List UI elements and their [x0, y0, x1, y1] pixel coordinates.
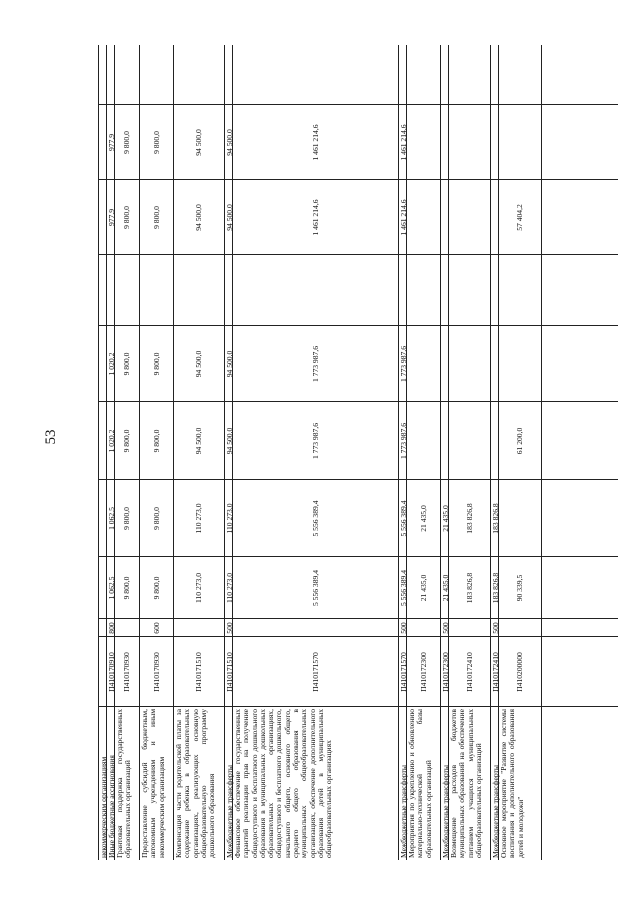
amount-cell: 110 273,0 — [225, 503, 234, 534]
row-name-cell: некоммерческим организациям — [99, 756, 108, 858]
table-row — [406, 45, 441, 860]
row-name-cell: Компенсация части родительской платы за содержание ребенка в образовательных организациях, реализующих основную общеобразовательную программу дошкольного образования — [174, 709, 217, 858]
page-number: 53 — [43, 429, 59, 445]
amount-cell — [407, 255, 441, 326]
amount-cell — [499, 326, 541, 402]
amount-cell — [407, 105, 441, 180]
amount-cell — [449, 180, 491, 255]
target-article-cell: П410171570 — [399, 652, 408, 692]
target-article-cell: П410171510 — [194, 652, 204, 692]
target-article-cell: П410171510 — [225, 652, 234, 692]
target-article-cell: П410170930 — [151, 652, 161, 692]
row-name-cell: Межбюджетные трансферты — [399, 765, 408, 858]
amount-cell: 183 826,8 — [491, 503, 500, 534]
amount-cell: 94 500,0 — [225, 204, 234, 231]
amount-cell — [449, 326, 491, 402]
amount-cell: 1 461 214,6 — [310, 199, 320, 236]
amount-cell: 1 773 987,6 — [310, 345, 320, 383]
amount-cell: 1 773 987,6 — [399, 345, 408, 383]
expense-type-cell: 600 — [151, 622, 161, 634]
expense-type-cell: 500 — [399, 622, 408, 634]
row-name-cell: Межбюджетные трансферты — [491, 765, 500, 858]
amount-cell: 94 500,0 — [194, 350, 204, 378]
expense-type-cell: 500 — [225, 622, 234, 634]
expense-type-cell: 800 — [107, 622, 116, 634]
amount-cell: 977,9 — [107, 133, 116, 152]
amount-cell: 94 500,0 — [225, 350, 234, 378]
row-name-cell: Межбюджетные трансферты — [225, 765, 234, 858]
amount-cell: 977,9 — [107, 208, 116, 227]
amount-cell: 9 800,0 — [122, 206, 132, 229]
target-article-cell: П410171570 — [310, 652, 320, 692]
target-article-cell: П410172410 — [491, 652, 500, 692]
amount-cell: 94 500,0 — [225, 129, 234, 156]
amount-cell: 9 800,0 — [122, 352, 132, 376]
amount-cell: 61 200,0 — [514, 427, 524, 455]
target-article-cell: П410172300 — [441, 652, 450, 692]
table-row — [114, 45, 140, 860]
expense-type-cell: 500 — [441, 622, 450, 634]
target-article-cell: П410172300 — [418, 652, 428, 692]
expense-type-cell — [407, 619, 441, 637]
amount-cell: 9 800,0 — [151, 576, 161, 600]
amount-cell: 9 800,0 — [122, 131, 132, 154]
amount-cell: 9 800,0 — [122, 429, 132, 453]
amount-cell: 57 404,2 — [514, 204, 524, 231]
amount-cell: 183 826,8 — [491, 572, 500, 604]
amount-cell: 1 062,5 — [107, 507, 116, 530]
amount-cell — [499, 255, 541, 326]
table-row — [448, 45, 491, 860]
amount-cell: 21 435,0 — [418, 574, 428, 602]
amount-cell: 9 800,0 — [151, 429, 161, 453]
amount-cell: 9 800,0 — [151, 131, 161, 154]
amount-cell: 5 556 389,4 — [310, 569, 320, 607]
row-name-cell: Иные бюджетные ассигнования — [107, 755, 116, 858]
row-name-cell: Предоставление субсидий бюджетным, автономным учреждениям и иным некоммерческим организациям — [140, 709, 166, 858]
expense-type-cell — [449, 619, 491, 637]
amount-cell: 110 273,0 — [194, 503, 204, 534]
expense-type-cell — [174, 619, 225, 637]
amount-cell — [140, 255, 174, 326]
expense-type-cell — [233, 619, 399, 637]
target-article-cell: П410170930 — [122, 652, 132, 692]
amount-cell — [449, 255, 491, 326]
amount-cell: 1 773 987,6 — [399, 422, 408, 460]
expense-type-cell — [499, 619, 541, 637]
amount-cell: 183 826,8 — [464, 572, 474, 604]
amount-cell: 94 500,0 — [194, 129, 204, 156]
amount-cell — [449, 402, 491, 480]
amount-cell — [115, 255, 140, 326]
table-row — [139, 45, 174, 860]
amount-cell: 94 500,0 — [194, 427, 204, 455]
amount-cell: 9 800,0 — [151, 206, 161, 229]
amount-cell: 1 461 214,6 — [399, 199, 408, 236]
amount-cell: 9 800,0 — [151, 507, 161, 530]
amount-cell: 90 339,5 — [514, 574, 524, 602]
amount-cell: 1 461 214,6 — [399, 124, 408, 161]
expense-type-cell: 500 — [491, 622, 500, 634]
budget-table — [98, 45, 618, 860]
amount-cell — [407, 180, 441, 255]
row-name-cell: Финансовое обеспечение государственных гарантий реализации прав на получение общедоступного и бесплатного дошкольного образования в муниципальных дошкольных образовательных организациях, общедоступного и бесплатного дошкольного, начального общего, основного общего, среднего общего образования в муниципальных общеобразовательных организациях, обеспечение дополнительного образования детей в муниципальных общеобразовательных организациях — [233, 709, 334, 858]
amount-cell: 1 020,2 — [107, 352, 116, 376]
amount-cell: 183 826,8 — [464, 503, 474, 534]
row-name-cell: Межбюджетные трансферты — [441, 765, 450, 858]
amount-cell — [499, 480, 541, 557]
amount-cell: 1 461 214,6 — [310, 124, 320, 161]
table-row — [173, 45, 225, 860]
amount-cell: 9 800,0 — [122, 507, 132, 530]
amount-cell: 1 773 987,6 — [310, 422, 320, 460]
target-article-cell: П410172410 — [464, 652, 474, 692]
row-name-cell: Грантовая поддержка государственных образовательных организаций — [115, 709, 133, 858]
amount-cell: 21 435,0 — [441, 574, 450, 602]
amount-cell — [407, 402, 441, 480]
amount-cell: 9 800,0 — [122, 576, 132, 600]
amount-cell — [233, 255, 399, 326]
table-row — [232, 45, 399, 860]
amount-cell: 5 556 389,4 — [310, 500, 320, 537]
amount-cell: 5 556 389,4 — [399, 500, 408, 537]
target-article-cell: П410200000 — [514, 652, 524, 692]
amount-cell: 9 800,0 — [151, 352, 161, 376]
amount-cell: 94 500,0 — [225, 427, 234, 455]
amount-cell: 5 556 389,4 — [399, 569, 408, 607]
amount-cell — [499, 105, 541, 180]
amount-cell — [174, 255, 225, 326]
amount-cell: 21 435,0 — [418, 505, 428, 532]
amount-cell: 1 062,5 — [107, 576, 116, 600]
row-name-cell: Мероприятия по укреплению и обновлению материально-технической базы образовательных организаций — [407, 709, 433, 858]
amount-cell: 110 273,0 — [225, 572, 234, 604]
amount-cell — [407, 326, 441, 402]
expense-type-cell — [115, 619, 140, 637]
row-name-cell: Возмещение расходов бюджетов муниципальных образований на обеспечение питанием учащихся муниципальных общеобразовательных организаций — [449, 709, 483, 858]
amount-cell — [449, 105, 491, 180]
amount-cell: 110 273,0 — [194, 572, 204, 604]
amount-cell: 94 500,0 — [194, 204, 204, 231]
table-row — [498, 45, 542, 860]
row-name-cell: Основное мероприятие "Развитие системы воспитания и дополнительного образования детей и молодежи" — [499, 709, 525, 858]
target-article-cell: П410170910 — [107, 652, 116, 692]
amount-cell: 21 435,0 — [441, 505, 450, 532]
amount-cell: 1 020,2 — [107, 429, 116, 453]
